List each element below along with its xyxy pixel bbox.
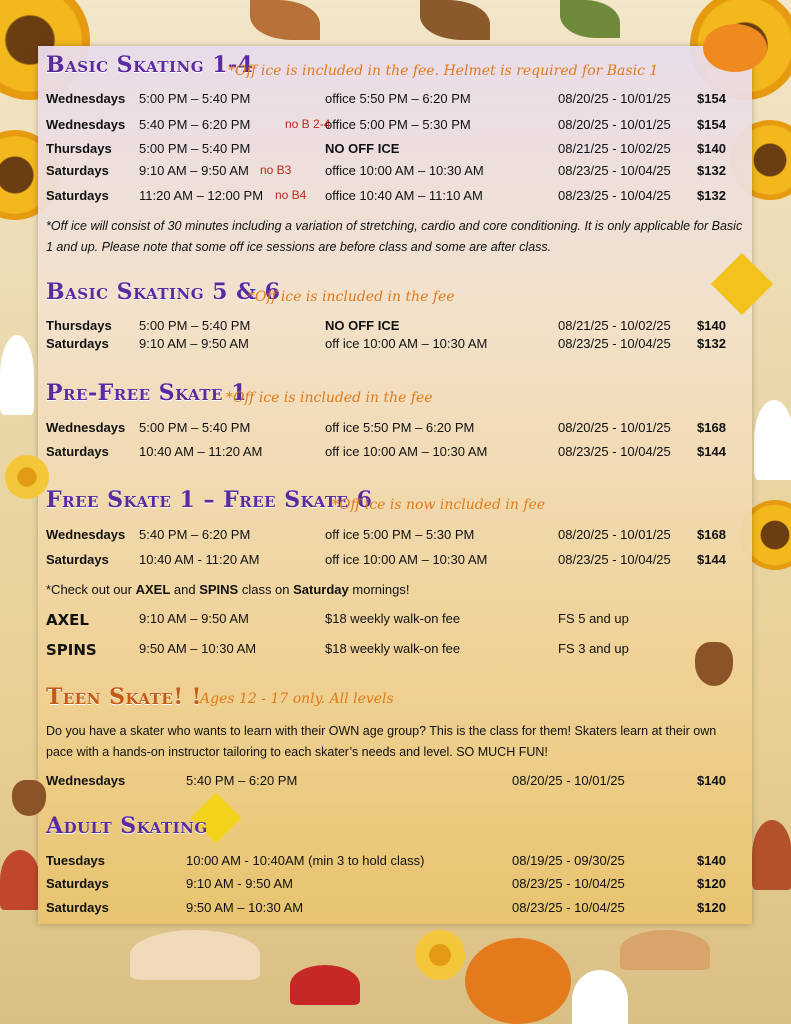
schedule-row: Wednesdays 5:40 PM – 6:20 PM 08/20/25 - 10/01/25 $140 xyxy=(46,773,726,788)
spins-row: SPINS 9:50 AM – 10:30 AM $18 weekly walk-on fee FS 3 and up xyxy=(46,641,629,659)
acorn-icon xyxy=(12,780,46,816)
section-title-free-skate: Free Skate 1 – Free Skate 6 xyxy=(46,487,373,513)
axel-spins-callout: *Check out our AXEL and SPINS class on Saturday mornings! xyxy=(46,582,410,597)
schedule-row: Saturdays 9:50 AM – 10:30 AM 08/23/25 - 10/04/25 $120 xyxy=(46,900,726,915)
schedule-row: Saturdays 9:10 AM – 9:50 AM off ice 10:00 AM – 10:30 AM 08/23/25 - 10/04/25 $132 xyxy=(46,336,726,351)
section-title-basic-5-6: Basic Skating 5 & 6 xyxy=(46,279,281,305)
section-note-teen-skate: Ages 12 - 17 only. All levels xyxy=(200,691,394,707)
section-note-basic-5-6: *Off ice is included in the fee xyxy=(248,289,455,305)
schedule-row: Saturdays 9:10 AM – 9:50 AM no B3 office 10:00 AM – 10:30 AM 08/23/25 - 10/04/25 $132 xyxy=(46,163,726,178)
mushroom-icon xyxy=(290,965,360,1005)
section-title-adult-skating: Adult Skating xyxy=(46,813,208,839)
section-title-basic-1-4: Basic Skating 1-4 xyxy=(46,52,254,78)
ghost-icon xyxy=(0,335,34,415)
section-title-teen-skate: Teen Skate! ! xyxy=(46,684,202,710)
section-note-basic-1-4: *Off ice is included in the fee. Helmet is required for Basic 1 xyxy=(228,63,659,79)
schedule-row: Saturdays 10:40 AM - 11:20 AM off ice 10:00 AM – 10:30 AM 08/23/25 - 10/04/25 $144 xyxy=(46,552,726,567)
teen-description: Do you have a skater who wants to learn with their OWN age group? This is the class for them! Skaters learn at their own pace with a hands-on instructor tailoring to each skater’s needs and level. SO MUCH FUN! xyxy=(46,724,717,759)
leaf-icon xyxy=(560,0,620,38)
schedule-row: Saturdays 11:20 AM – 12:00 PM no B4 office 10:40 AM – 11:10 AM 08/23/25 - 10/04/25 $132 xyxy=(46,188,726,203)
ghost-icon xyxy=(754,400,791,480)
mushroom-icon xyxy=(130,930,260,980)
schedule-row: Thursdays 5:00 PM – 5:40 PM NO OFF ICE 08/21/25 - 10/02/25 $140 xyxy=(46,318,726,333)
pumpkin-icon xyxy=(703,24,767,72)
section-note-free-skate: *Off ice is now included in fee xyxy=(332,497,546,513)
flower-icon xyxy=(5,455,49,499)
schedule-row: Tuesdays 10:00 AM - 10:40AM (min 3 to hold class) 08/19/25 - 09/30/25 $140 xyxy=(46,853,726,868)
off-ice-footnote: *Off ice will consist of 30 minutes including a variation of stretching, cardio and core conditioning. It is only applicable for Basic 1 and up. Please note that some off ice sessions are before class and some are after class. xyxy=(46,219,743,254)
section-title-pre-free-skate: Pre-Free Skate 1 xyxy=(46,380,247,406)
flower-icon xyxy=(415,930,465,980)
schedule-row: Wednesdays 5:00 PM – 5:40 PM off ice 5:50 PM – 6:20 PM 08/20/25 - 10/01/25 $168 xyxy=(46,420,726,435)
schedule-row: Wednesdays 5:00 PM – 5:40 PM office 5:50 PM – 6:20 PM 08/20/25 - 10/01/25 $154 xyxy=(46,91,726,106)
leaf-icon xyxy=(250,0,320,40)
section-note-pre-free-skate: *Off ice is included in the fee xyxy=(226,390,433,406)
jack-o-lantern-icon xyxy=(465,938,571,1024)
mushroom-icon xyxy=(620,930,710,970)
schedule-row: Wednesdays 5:40 PM – 6:20 PM off ice 5:00 PM – 5:30 PM 08/20/25 - 10/01/25 $168 xyxy=(46,527,726,542)
axel-row: AXEL 9:10 AM – 9:50 AM $18 weekly walk-on fee FS 5 and up xyxy=(46,611,629,629)
schedule-row: Saturdays 9:10 AM - 9:50 AM 08/23/25 - 10/04/25 $120 xyxy=(46,876,726,891)
schedule-row: Wednesdays 5:40 PM – 6:20 PM no B 2-4 office 5:00 PM – 5:30 PM 08/20/25 - 10/01/25 $154 xyxy=(46,117,726,132)
schedule-row: Thursdays 5:00 PM – 5:40 PM NO OFF ICE 08/21/25 - 10/02/25 $140 xyxy=(46,141,726,156)
schedule-row: Saturdays 10:40 AM – 11:20 AM off ice 10:00 AM – 10:30 AM 08/23/25 - 10/04/25 $144 xyxy=(46,444,726,459)
leaf-icon xyxy=(420,0,490,40)
ghost-icon xyxy=(572,970,628,1024)
mushroom-icon xyxy=(752,820,791,890)
mushroom-icon xyxy=(0,850,40,910)
